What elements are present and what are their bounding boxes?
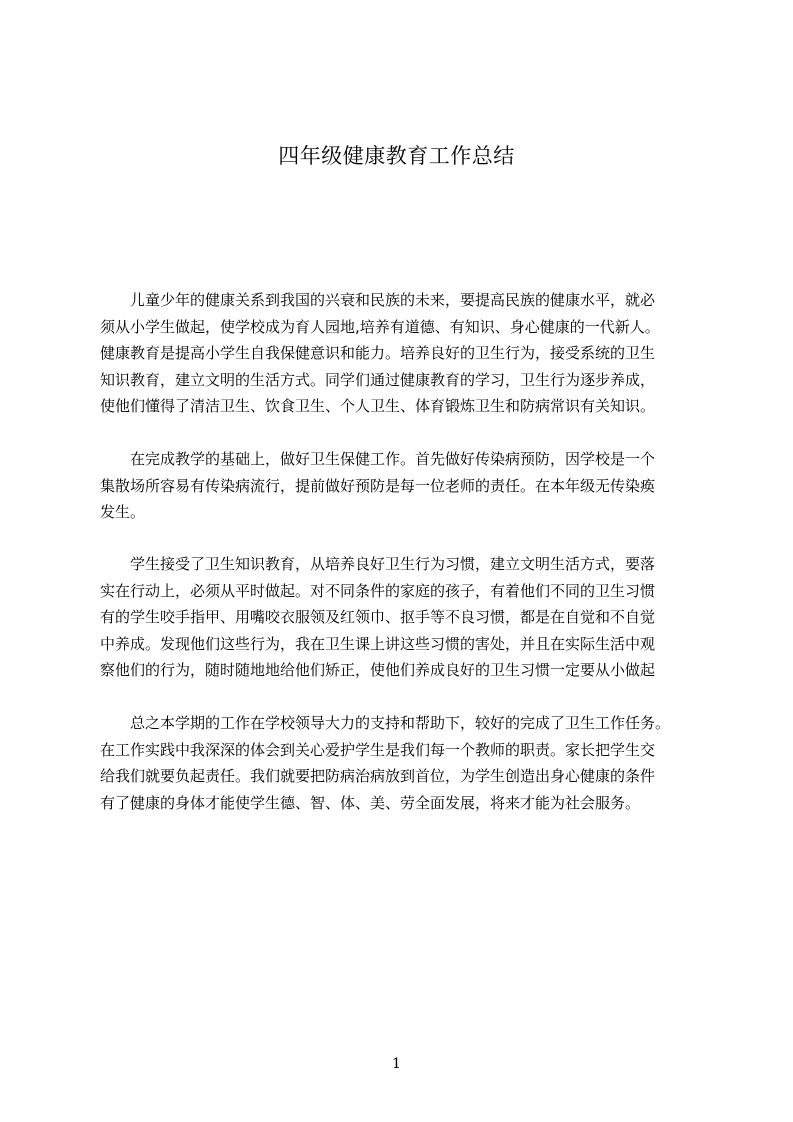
- paragraph-line: 中养成。发现他们这些行为，我在卫生课上讲这些习惯的害处，并且在实际生活中观: [100, 634, 656, 653]
- paragraph-line: 有的学生咬手指甲、用嘴咬衣服领及红领巾、抠手等不良习惯，都是在自觉和不自觉: [100, 608, 656, 626]
- paragraph-summary: [100, 710, 720, 816]
- paragraph-line: 在完成教学的基础上，做好卫生保健工作。首先做好传染病预防，因学校是一个: [100, 450, 656, 468]
- paragraph-line: 给我们就要负起责任。我们就要把防病治病放到首位，为学生创造出身心健康的条件: [100, 767, 656, 785]
- paragraph-line: 健康教育是提高小学生自我保健意识和能力。培养良好的卫生行为，接受系统的卫生: [100, 344, 656, 362]
- paragraph-line: 发生。: [100, 503, 146, 521]
- paragraph-line: 使他们懂得了清洁卫生、饮食卫生、个人卫生、体育锻炼卫生和防病常识有关知识。: [100, 397, 656, 415]
- paragraph-line: 儿童少年的健康关系到我国的兴衰和民族的未来，要提高民族的健康水平，就必: [100, 291, 656, 309]
- paragraph-hygiene-habits: [100, 551, 720, 684]
- paragraph-line: 在工作实践中我深深的体会到关心爱护学生是我们每一个教师的职责。家长把学生交: [100, 740, 656, 759]
- paragraph-health-importance: [100, 287, 720, 420]
- paragraph-line: 知识教育，建立文明的生活方式。同学们通过健康教育的学习，卫生行为逐步养成，: [100, 370, 656, 389]
- paragraph-disease-prevention: [100, 446, 720, 526]
- paragraph-line: 察他们的行为，随时随地地给他们矫正，使他们养成良好的卫生习惯一定要从小做起: [100, 661, 656, 679]
- paragraph-line: 总之本学期的工作在学校领导大力的支持和帮助下，较好的完成了卫生工作任务。: [100, 714, 671, 732]
- paragraph-line: 有了健康的身体才能使学生德、智、体、美、劳全面发展，将来才能为社会服务。: [100, 793, 641, 812]
- document-title: 四年级健康教育工作总结: [278, 144, 515, 168]
- paragraph-line: 实在行动上，必须从平时做起。对不同条件的家庭的孩子，有着他们不同的卫生习惯: [100, 581, 656, 600]
- paragraph-line: 学生接受了卫生知识教育，从培养良好卫生行为习惯，建立文明生活方式，要落: [100, 555, 656, 573]
- page-number: 1: [392, 1056, 401, 1072]
- paragraph-line: 须从小学生做起，使学校成为育人园地,培养有道德、有知识、身心健康的一代新人。: [100, 317, 660, 336]
- paragraph-line: 集散场所容易有传染病流行，提前做好预防是每一位老师的责任。在本年级无传染痪: [100, 476, 656, 495]
